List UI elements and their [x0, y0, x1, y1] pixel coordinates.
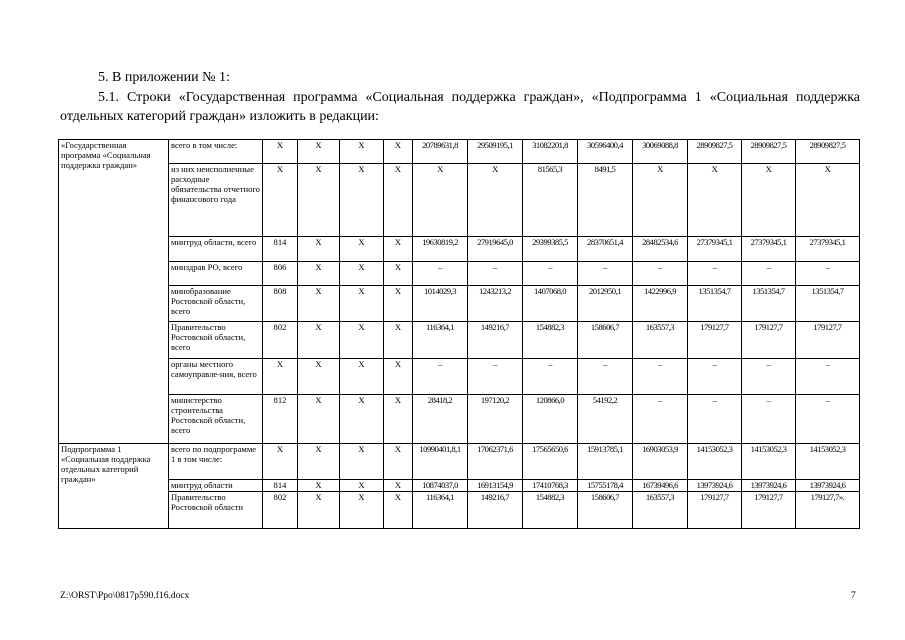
value-cell: 179127,7». [796, 492, 860, 529]
executor-cell: из них неисполненные расходные обязательства отчетного финансового года [169, 164, 263, 237]
value-cell: 17410768,3 [523, 480, 578, 492]
footer-page-number: 7 [851, 591, 856, 601]
value-cell: 17565650,6 [523, 444, 578, 480]
target-article-cell: X [340, 237, 384, 262]
value-cell: X [633, 164, 688, 237]
code-cell: 802 [263, 492, 298, 529]
value-cell: 28909827,5 [742, 140, 796, 164]
value-cell: 15913785,1 [578, 444, 633, 480]
target-article-cell: X [340, 444, 384, 480]
value-cell: 14153052,3 [796, 444, 860, 480]
value-cell: 29399385,5 [523, 237, 578, 262]
value-cell: – [523, 262, 578, 286]
value-cell: – [468, 359, 523, 395]
value-cell: X [413, 164, 468, 237]
code-cell: X [263, 164, 298, 237]
value-cell: 27379345,1 [688, 237, 742, 262]
value-cell: – [523, 359, 578, 395]
section-cell: X [298, 237, 340, 262]
value-cell: 16913154,9 [468, 480, 523, 492]
executor-cell: минтруд области, всего [169, 237, 263, 262]
value-cell: 2012950,1 [578, 286, 633, 322]
target-article-cell: X [340, 322, 384, 359]
section-cell: X [298, 286, 340, 322]
program-name-cell: «Государственная программа «Социальная поддержка граждан» [59, 140, 169, 444]
target-article-cell: X [340, 359, 384, 395]
value-cell: 30596400,4 [578, 140, 633, 164]
executor-cell: минздрав РО, всего [169, 262, 263, 286]
budget-table [58, 139, 860, 529]
value-cell: 54192,2 [578, 395, 633, 444]
value-cell: 31082201,8 [523, 140, 578, 164]
code-cell: X [263, 140, 298, 164]
value-cell: 13973924,6 [796, 480, 860, 492]
section-cell: X [298, 359, 340, 395]
value-cell: – [578, 359, 633, 395]
section-cell: X [298, 480, 340, 492]
target-article-cell: X [340, 395, 384, 444]
value-cell: – [742, 359, 796, 395]
executor-cell: минтруд области [169, 480, 263, 492]
value-cell: 154882,3 [523, 322, 578, 359]
value-cell: 1407068,0 [523, 286, 578, 322]
executor-cell: органы местного самоуправле-ния, всего [169, 359, 263, 395]
expense-type-cell: X [384, 286, 413, 322]
table-row [59, 395, 860, 444]
section-cell: X [298, 140, 340, 164]
value-cell: 14153052,3 [742, 444, 796, 480]
table-row [59, 359, 860, 395]
value-cell: 20789631,8 [413, 140, 468, 164]
expense-type-cell: X [384, 140, 413, 164]
value-cell: 179127,7 [742, 322, 796, 359]
value-cell: 8491,5 [578, 164, 633, 237]
value-cell: 179127,7 [742, 492, 796, 529]
executor-cell: минобразование Ростовской области, всего [169, 286, 263, 322]
section-cell: X [298, 262, 340, 286]
expense-type-cell: X [384, 164, 413, 237]
value-cell: 163557,3 [633, 322, 688, 359]
value-cell: 1351354,7 [688, 286, 742, 322]
value-cell: – [633, 395, 688, 444]
section-cell: X [298, 322, 340, 359]
code-cell: 814 [263, 237, 298, 262]
target-article-cell: X [340, 164, 384, 237]
value-cell: – [796, 359, 860, 395]
table-row [59, 164, 860, 237]
target-article-cell: X [340, 480, 384, 492]
value-cell: 10990401,8,1 [413, 444, 468, 480]
value-cell: 13973924,6 [688, 480, 742, 492]
value-cell: 10874037,0 [413, 480, 468, 492]
value-cell: – [796, 395, 860, 444]
value-cell: – [688, 262, 742, 286]
value-cell: 15755178,4 [578, 480, 633, 492]
table-row [59, 237, 860, 262]
value-cell: 154882,3 [523, 492, 578, 529]
value-cell: 14153052,3 [688, 444, 742, 480]
value-cell: 28482534,6 [633, 237, 688, 262]
value-cell: 16903053,9 [633, 444, 688, 480]
value-cell: 116364,1 [413, 322, 468, 359]
value-cell: – [688, 359, 742, 395]
expense-type-cell: X [384, 444, 413, 480]
value-cell: X [742, 164, 796, 237]
value-cell: 19630819,2 [413, 237, 468, 262]
expense-type-cell: X [384, 480, 413, 492]
section-cell: X [298, 164, 340, 237]
code-cell: 812 [263, 395, 298, 444]
value-cell: – [578, 262, 633, 286]
expense-type-cell: X [384, 395, 413, 444]
value-cell: – [413, 262, 468, 286]
value-cell: 1351354,7 [796, 286, 860, 322]
value-cell: 1422996,9 [633, 286, 688, 322]
value-cell: X [468, 164, 523, 237]
value-cell: 13973924,6 [742, 480, 796, 492]
value-cell: X [688, 164, 742, 237]
value-cell: 197120,2 [468, 395, 523, 444]
section-cell: X [298, 492, 340, 529]
value-cell: X [796, 164, 860, 237]
expense-type-cell: X [384, 359, 413, 395]
value-cell: 28418,2 [413, 395, 468, 444]
value-cell: 1351354,7 [742, 286, 796, 322]
value-cell: 179127,7 [688, 322, 742, 359]
code-cell: X [263, 444, 298, 480]
table-row [59, 480, 860, 492]
value-cell: – [633, 359, 688, 395]
executor-cell: Правительство Ростовской области, всего [169, 322, 263, 359]
code-cell: 814 [263, 480, 298, 492]
executor-cell: всего по подпрограмме 1 в том числе: [169, 444, 263, 480]
table-row [59, 286, 860, 322]
value-cell: 179127,7 [688, 492, 742, 529]
executor-cell: министерство строительства Ростовской области, всего [169, 395, 263, 444]
value-cell: 28909827,5 [796, 140, 860, 164]
value-cell: – [688, 395, 742, 444]
value-cell: 81565,3 [523, 164, 578, 237]
executor-cell: всего в том числе: [169, 140, 263, 164]
value-cell: 163557,3 [633, 492, 688, 529]
value-cell: 28909827,5 [688, 140, 742, 164]
table-row [59, 140, 860, 164]
value-cell: 28370651,4 [578, 237, 633, 262]
value-cell: 179127,7 [796, 322, 860, 359]
table-row [59, 444, 860, 480]
section-cell: X [298, 395, 340, 444]
value-cell: 30069088,8 [633, 140, 688, 164]
code-cell: 808 [263, 286, 298, 322]
value-cell: – [413, 359, 468, 395]
value-cell: – [742, 395, 796, 444]
value-cell: 27379345,1 [742, 237, 796, 262]
code-cell: 806 [263, 262, 298, 286]
value-cell: – [468, 262, 523, 286]
section-cell: X [298, 444, 340, 480]
value-cell: 27919645,0 [468, 237, 523, 262]
value-cell: – [796, 262, 860, 286]
program-name-cell: Подпрограмма 1 «Социальная поддержка отдельных категорий граждан» [59, 444, 169, 529]
value-cell: 1243213,2 [468, 286, 523, 322]
executor-cell: Правительство Ростовской области [169, 492, 263, 529]
value-cell: 120866,0 [523, 395, 578, 444]
paragraph-heading: 5. В приложении № 1: [98, 70, 230, 85]
value-cell: 116364,1 [413, 492, 468, 529]
target-article-cell: X [340, 262, 384, 286]
expense-type-cell: X [384, 322, 413, 359]
value-cell: 17062371,6 [468, 444, 523, 480]
table-row [59, 262, 860, 286]
target-article-cell: X [340, 492, 384, 529]
value-cell: 16739496,6 [633, 480, 688, 492]
footer-file-path: Z:\ORST\Ppo\0817p590.f16.docx [60, 591, 190, 601]
value-cell: – [633, 262, 688, 286]
value-cell: 1014029,3 [413, 286, 468, 322]
target-article-cell: X [340, 286, 384, 322]
value-cell: 149216,7 [468, 322, 523, 359]
table-row [59, 322, 860, 359]
value-cell: 158606,7 [578, 322, 633, 359]
expense-type-cell: X [384, 237, 413, 262]
value-cell: 149216,7 [468, 492, 523, 529]
code-cell: 802 [263, 322, 298, 359]
table-row [59, 492, 860, 529]
value-cell: 158606,7 [578, 492, 633, 529]
value-cell: – [742, 262, 796, 286]
target-article-cell: X [340, 140, 384, 164]
expense-type-cell: X [384, 262, 413, 286]
value-cell: 27379345,1 [796, 237, 860, 262]
expense-type-cell: X [384, 492, 413, 529]
code-cell: X [263, 359, 298, 395]
value-cell: 29509195,1 [468, 140, 523, 164]
paragraph-body: 5.1. Строки «Государственная программа «Социальная поддержка граждан», «Подпрограмма 1 «Социальная поддержка отдельных категорий граждан» изложить в редакции: [60, 90, 860, 124]
